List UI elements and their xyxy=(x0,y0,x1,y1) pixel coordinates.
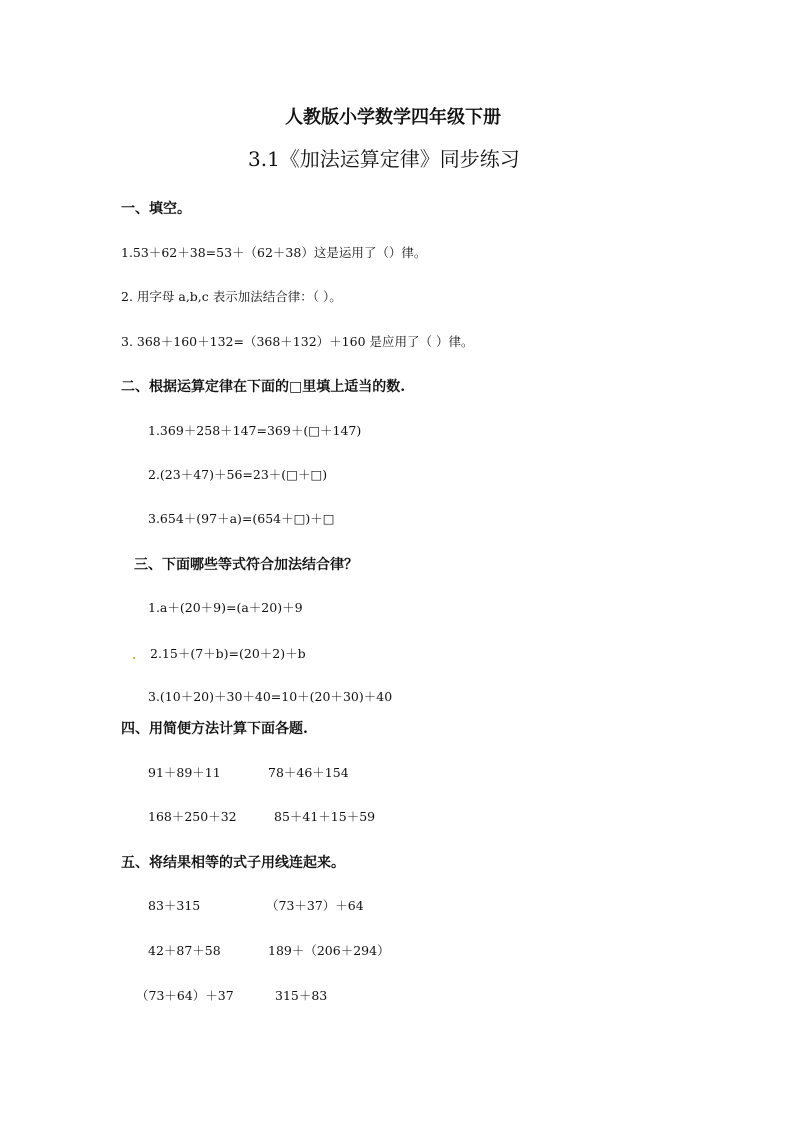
section-4-expr-3: 168＋250＋32 xyxy=(148,809,237,824)
section-1-question-2: 2. 用字母 a,b,c 表示加法结合律：（ ）。 xyxy=(121,289,342,304)
page-title: 人教版小学数学四年级下册 xyxy=(285,107,501,128)
section-2-question-3: 3.654＋(97＋a)=(654＋□)＋□ xyxy=(148,511,335,526)
section-5-left-3: （73＋64）＋37 xyxy=(136,988,234,1003)
section-5-left-2: 42＋87＋58 xyxy=(148,943,221,958)
page-subtitle: 3.1《加法运算定律》同步练习 xyxy=(248,147,520,171)
section-4-heading: 四、用简便方法计算下面各题. xyxy=(121,721,308,737)
section-4-expr-4: 85＋41＋15＋59 xyxy=(274,809,376,824)
section-5-right-2: 189＋（206＋294） xyxy=(268,943,390,958)
stray-dot xyxy=(133,657,135,659)
section-4-expr-2: 78＋46＋154 xyxy=(268,765,349,780)
section-3-question-3: 3.(10＋20)＋30＋40=10＋(20＋30)＋40 xyxy=(148,689,393,704)
section-2-heading: 二、根据运算定律在下面的□里填上适当的数. xyxy=(121,379,406,395)
section-5-heading: 五、将结果相等的式子用线连起来。 xyxy=(121,855,345,871)
section-2-question-2: 2.(23＋47)＋56=23＋(□＋□) xyxy=(148,467,328,482)
section-3-heading: 三、下面哪些等式符合加法结合律？ xyxy=(134,557,358,573)
section-2-question-1: 1.369＋258＋147=369＋(□＋147) xyxy=(148,423,362,438)
section-1-heading: 一、填空。 xyxy=(121,201,191,217)
section-1-question-1: 1.53＋62＋38=53＋（62＋38）这是运用了（）律。 xyxy=(121,245,427,260)
section-5-right-3: 315＋83 xyxy=(275,988,328,1003)
section-3-question-2: 2.15＋(7＋b)=(20＋2)＋b xyxy=(150,646,306,661)
section-3-question-1: 1.a＋(20＋9)=(a＋20)＋9 xyxy=(148,600,303,615)
section-5-right-1: （73＋37）＋64 xyxy=(266,898,364,913)
section-5-left-1: 83＋315 xyxy=(148,898,201,913)
section-4-expr-1: 91＋89＋11 xyxy=(148,765,221,780)
section-1-question-3: 3. 368＋160＋132=（368＋132）＋160 是应用了（ ）律。 xyxy=(121,334,474,349)
